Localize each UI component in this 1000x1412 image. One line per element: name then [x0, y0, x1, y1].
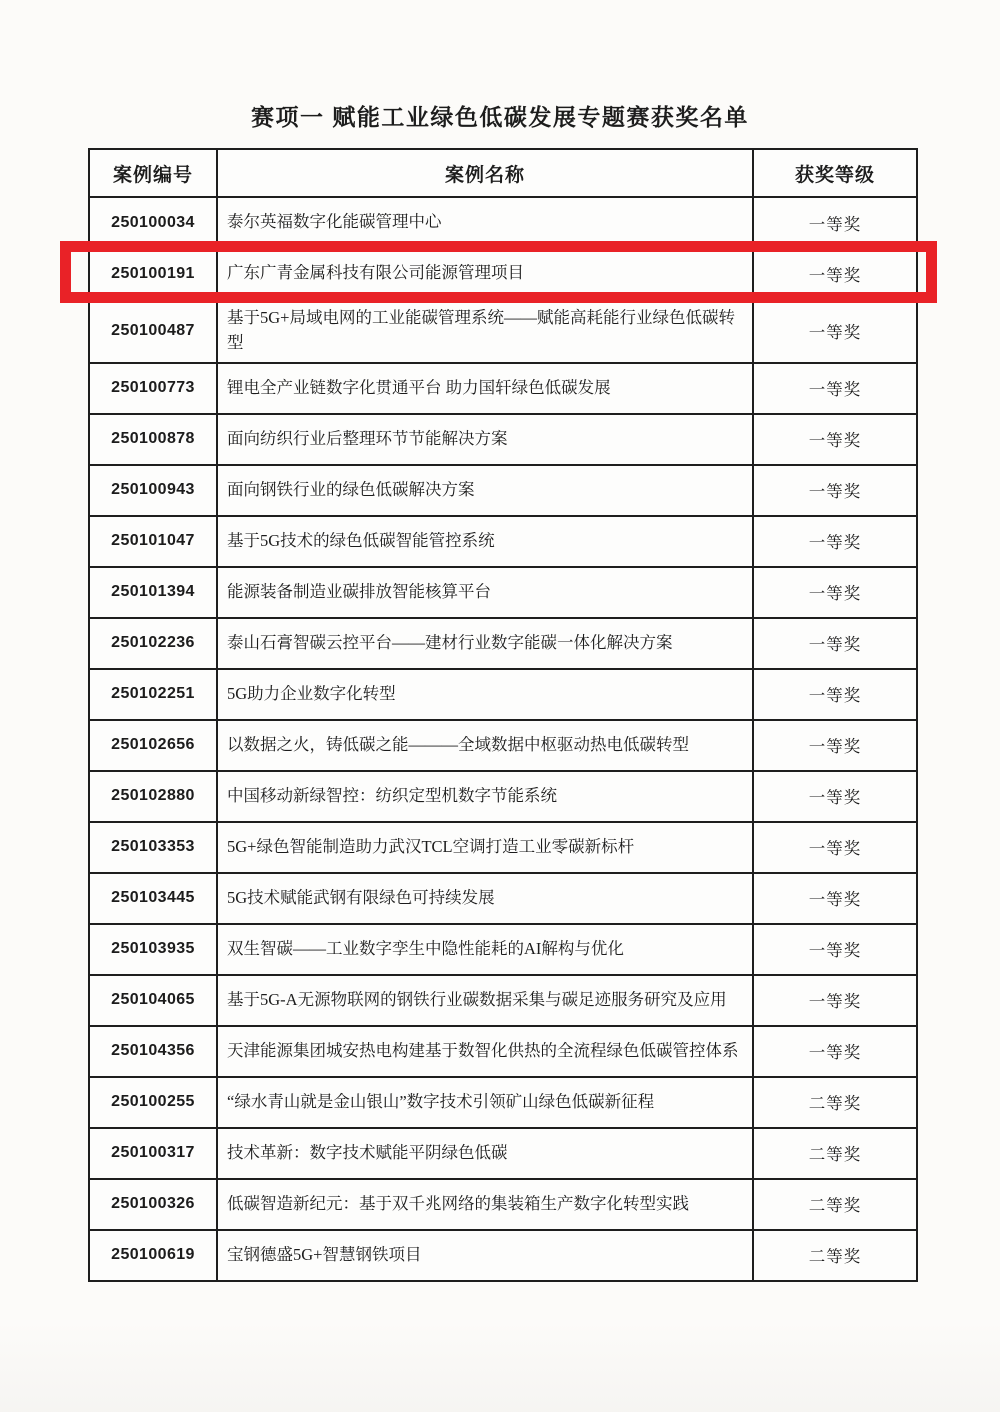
case-name-cell: 广东广青金属科技有限公司能源管理项目	[217, 248, 753, 299]
case-id-cell: 250100255	[89, 1077, 217, 1128]
case-id-cell: 250100034	[89, 197, 217, 248]
case-id-cell: 250101047	[89, 516, 217, 567]
award-level-cell: 二等奖	[753, 1128, 917, 1179]
page-title: 赛项一 赋能工业绿色低碳发展专题赛获奖名单	[251, 104, 749, 130]
award-level-cell: 一等奖	[753, 299, 917, 363]
table-body	[89, 197, 917, 1281]
case-id-cell: 250103935	[89, 924, 217, 975]
case-name-cell: 技术革新：数字技术赋能平阴绿色低碳	[217, 1128, 753, 1179]
case-id-cell: 250100943	[89, 465, 217, 516]
case-id-cell: 250100326	[89, 1179, 217, 1230]
case-id-cell: 250100878	[89, 414, 217, 465]
award-level-cell: 一等奖	[753, 567, 917, 618]
case-id-cell: 250102251	[89, 669, 217, 720]
case-name-cell: 基于5G+局域电网的工业能碳管理系统——赋能高耗能行业绿色低碳转型	[217, 299, 753, 363]
award-level-cell: 二等奖	[753, 1077, 917, 1128]
case-id-cell: 250100317	[89, 1128, 217, 1179]
case-name-cell: 5G+绿色智能制造助力武汉TCL空调打造工业零碳新标杆	[217, 822, 753, 873]
award-level-cell: 一等奖	[753, 975, 917, 1026]
case-id-cell: 250100773	[89, 363, 217, 414]
awards-table	[88, 148, 918, 1282]
case-name-cell: 双生智碳——工业数字孪生中隐性能耗的AI解构与优化	[217, 924, 753, 975]
case-id-cell: 250104065	[89, 975, 217, 1026]
case-name-cell: 低碳智造新纪元：基于双千兆网络的集装箱生产数字化转型实践	[217, 1179, 753, 1230]
award-level-cell: 二等奖	[753, 1230, 917, 1281]
case-name-cell: 基于5G-A无源物联网的钢铁行业碳数据采集与碳足迹服务研究及应用	[217, 975, 753, 1026]
award-level-cell: 一等奖	[753, 414, 917, 465]
case-name-cell: 锂电全产业链数字化贯通平台 助力国轩绿色低碳发展	[217, 363, 753, 414]
award-level-cell: 一等奖	[753, 1026, 917, 1077]
table-row	[89, 197, 917, 248]
table-row	[89, 1026, 917, 1077]
case-name-cell: 面向纺织行业后整理环节节能解决方案	[217, 414, 753, 465]
award-level-cell: 一等奖	[753, 720, 917, 771]
table-row	[89, 924, 917, 975]
table-row	[89, 975, 917, 1026]
table-row	[89, 771, 917, 822]
award-level-cell: 一等奖	[753, 771, 917, 822]
case-name-cell: 宝钢德盛5G+智慧钢铁项目	[217, 1230, 753, 1281]
table-row	[89, 1128, 917, 1179]
case-id-cell: 250103445	[89, 873, 217, 924]
award-level-cell: 一等奖	[753, 924, 917, 975]
table-row	[89, 1230, 917, 1281]
table-row	[89, 822, 917, 873]
award-level-cell: 二等奖	[753, 1179, 917, 1230]
header-row	[89, 149, 917, 197]
table-row	[89, 1077, 917, 1128]
col-header-case-name: 案例名称	[217, 149, 753, 197]
col-header-case-id: 案例编号	[89, 149, 217, 197]
award-level-cell: 一等奖	[753, 248, 917, 299]
case-id-cell: 250102656	[89, 720, 217, 771]
table-row	[89, 873, 917, 924]
case-id-cell: 250104356	[89, 1026, 217, 1077]
case-id-cell: 250100191	[89, 248, 217, 299]
table-row	[89, 248, 917, 299]
case-id-cell: 250101394	[89, 567, 217, 618]
case-name-cell: 以数据之火，铸低碳之能———全域数据中枢驱动热电低碳转型	[217, 720, 753, 771]
case-id-cell: 250100619	[89, 1230, 217, 1281]
table-row	[89, 618, 917, 669]
award-level-cell: 一等奖	[753, 822, 917, 873]
col-header-award-level: 获奖等级	[753, 149, 917, 197]
case-id-cell: 250100487	[89, 299, 217, 363]
case-id-cell: 250103353	[89, 822, 217, 873]
table-header	[89, 149, 917, 197]
case-name-cell: 面向钢铁行业的绿色低碳解决方案	[217, 465, 753, 516]
case-name-cell: 天津能源集团城安热电构建基于数智化供热的全流程绿色低碳管控体系	[217, 1026, 753, 1077]
case-name-cell: 中国移动新绿智控：纺织定型机数字节能系统	[217, 771, 753, 822]
case-name-cell: 基于5G技术的绿色低碳智能管控系统	[217, 516, 753, 567]
award-level-cell: 一等奖	[753, 465, 917, 516]
award-level-cell: 一等奖	[753, 873, 917, 924]
award-level-cell: 一等奖	[753, 197, 917, 248]
table-row	[89, 465, 917, 516]
case-id-cell: 250102880	[89, 771, 217, 822]
table-row	[89, 363, 917, 414]
table-row	[89, 720, 917, 771]
award-level-cell: 一等奖	[753, 363, 917, 414]
case-id-cell: 250102236	[89, 618, 217, 669]
table-row	[89, 299, 917, 363]
table-row	[89, 414, 917, 465]
table-row	[89, 669, 917, 720]
table-row	[89, 1179, 917, 1230]
case-name-cell: 5G技术赋能武钢有限绿色可持续发展	[217, 873, 753, 924]
case-name-cell: 泰尔英福数字化能碳管理中心	[217, 197, 753, 248]
page-bottom-shade	[0, 1322, 1000, 1412]
award-level-cell: 一等奖	[753, 618, 917, 669]
award-level-cell: 一等奖	[753, 669, 917, 720]
table-row	[89, 516, 917, 567]
award-level-cell: 一等奖	[753, 516, 917, 567]
table-row	[89, 567, 917, 618]
case-name-cell: 泰山石膏智碳云控平台——建材行业数字能碳一体化解决方案	[217, 618, 753, 669]
case-name-cell: “绿水青山就是金山银山”数字技术引领矿山绿色低碳新征程	[217, 1077, 753, 1128]
case-name-cell: 能源装备制造业碳排放智能核算平台	[217, 567, 753, 618]
case-name-cell: 5G助力企业数字化转型	[217, 669, 753, 720]
